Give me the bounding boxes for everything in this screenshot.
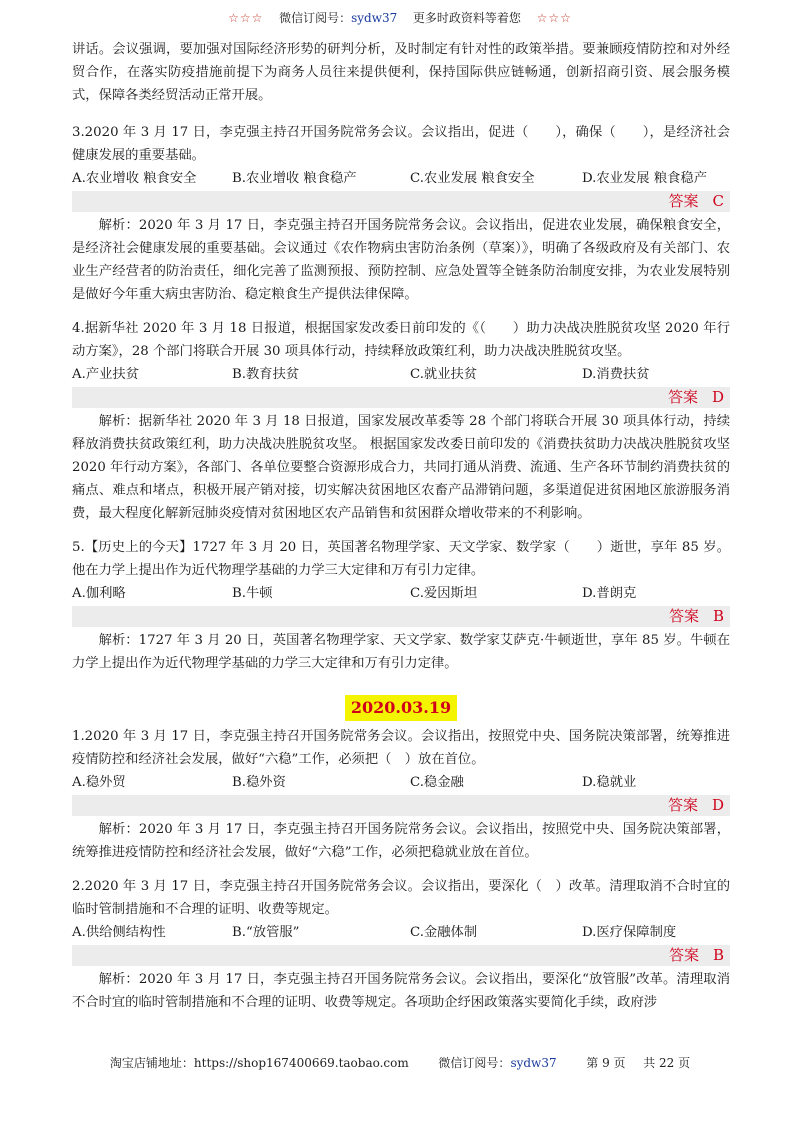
option-d: D.医疗保障制度 [582,925,677,940]
header-wechat-id: sydw37 [351,11,398,25]
question-text: 3.2020 年 3 月 17 日，李克强主持召开国务院常务会议。会议指出，促进（ ），确保（ ），是经济社会健康发展的重要基础。 [72,125,730,163]
question-block [72,875,730,1014]
option-a: A.伽利略 [72,586,126,601]
answer-label: 答案 [667,388,698,406]
question-text: 4.据新华社 2020 年 3 月 18 日报道，根据国家发改委日前印发的《（ ）助力决战决胜脱贫攻坚 2020 年行动方案》，28 个部门将联合开展 30 项具体行动，持续释放政策红利，助力决战决胜脱贫攻坚。 [72,321,730,359]
answer-bar [72,387,730,408]
star-decoration-right: ☆☆☆ [536,11,572,25]
answer-label: 答案 [667,796,698,814]
option-d: D.普朗克 [582,586,637,601]
answer-value: D [711,388,724,406]
question-text: 5.【历史上的今天】1727 年 3 月 20 日，英国著名物理学家、天文学家、数学家（ ）逝世，享年 85 岁。他在力学上提出作为近代物理学基础的力学三大定律和万有引力定律。 [72,540,730,578]
answer-value: B [712,607,724,625]
options-row [72,771,730,794]
analysis-text: 解析：2020 年 3 月 17 日，李克强主持召开国务院常务会议。会议指出，促进农业发展，确保粮食安全，是经济社会健康发展的重要基础。会议通过《农作物病虫害防治条例（草案）》，明确了各级政府及有关部门、农业生产经营者的防治责任，细化完善了监测预报、预防控制、应急处置等全链条防治制度安排，为农业发展特别是做好今年重大病虫害防治、稳定粮食生产提供法律保障。 [72,218,730,302]
option-d: D.稳就业 [582,775,637,790]
page-total: 共 22 页 [643,1056,691,1070]
analysis-text: 解析：2020 年 3 月 17 日，李克强主持召开国务院常务会议。会议指出，要深化“放管服”改革。清理取消不合时宜的临时管制措施和不合理的证明、收费等规定。各项助企纾困政策落实要简化手续，政府涉 [72,972,730,1010]
option-a: A.供给侧结构性 [72,925,166,940]
answer-value: D [711,796,724,814]
footer-shop-link[interactable]: https://shop167400669.taobao.com [193,1056,409,1070]
options-row [72,921,730,944]
option-c: C.稳金融 [410,775,464,790]
option-c: C.就业扶贫 [410,367,478,382]
question-text: 2.2020 年 3 月 17 日，李克强主持召开国务院常务会议。会议指出，要深化（ ）改革。清理取消不合时宜的临时管制措施和不合理的证明、收费等规定。 [72,879,730,917]
section-date: 2020.03.19 [345,695,457,721]
answer-bar [72,945,730,966]
section-date-heading [72,695,730,721]
question-text: 1.2020 年 3 月 17 日，李克强主持召开国务院常务会议。会议指出，按照党中央、国务院决策部署，统筹推进疫情防控和经济社会发展，做好“六稳”工作，必须把（ ）放在首位。 [72,729,730,767]
question-block [72,536,730,675]
page-header [0,9,800,26]
answer-bar [72,191,730,212]
option-b: B.“放管服” [232,925,300,940]
option-a: A.稳外贸 [72,775,126,790]
answer-value: B [712,946,724,964]
option-b: B.牛顿 [232,586,273,601]
answer-label: 答案 [668,946,699,964]
answer-label: 答案 [668,192,699,210]
options-row [72,582,730,605]
page-footer [0,1054,800,1071]
analysis-text: 解析：据新华社 2020 年 3 月 18 日报道，国家发展改革委等 28 个部门将联合开展 30 项具体行动，持续释放消费扶贫政策红利，助力决战决胜脱贫攻坚。 根据国家发改委日前印发的《消费扶贫助力决战决胜脱贫攻坚 2020 年行动方案》，各部门、各单位要整合资源形成合力，共同打通从消费、流通、生产各环节制约消费扶贫的痛点、难点和堵点，积极开展产销对接，切实解决贫困地区农畜产品滞销问题，多渠道促进贫困地区旅游服务消费，最大程度化解新冠肺炎疫情对贫困地区农产品销售和贫困群众增收带来的不利影响。 [72,414,730,521]
option-c: C.农业发展 粮食安全 [410,171,535,186]
option-c: C.金融体制 [410,925,478,940]
option-d: D.农业发展 粮食稳产 [582,171,708,186]
analysis-text: 解析：1727 年 3 月 20 日，英国著名物理学家、天文学家、数学家艾萨克·牛顿逝世，享年 85 岁。牛顿在力学上提出作为近代物理学基础的力学三大定律和万有引力定律。 [72,633,730,671]
answer-bar [72,606,730,627]
option-d: D.消费扶贫 [582,367,650,382]
option-b: B.教育扶贫 [232,367,300,382]
footer-wechat-label: 微信订阅号： [438,1056,511,1070]
option-c: C.爱因斯坦 [410,586,478,601]
page-content [72,38,730,1014]
option-a: A.产业扶贫 [72,367,140,382]
answer-bar [72,795,730,816]
question-block [72,121,730,306]
footer-shop-label: 淘宝店铺地址： [109,1056,194,1070]
answer-value: C [712,192,724,210]
question-block [72,725,730,864]
options-row [72,167,730,190]
star-decoration-left: ☆☆☆ [228,11,264,25]
option-b: B.农业增收 粮食稳产 [232,171,357,186]
option-b: B.稳外资 [232,775,286,790]
answer-label: 答案 [668,607,699,625]
options-row [72,363,730,386]
header-wechat-label: 微信订阅号： [279,11,352,25]
page-number: 第 9 页 [586,1056,626,1070]
analysis-text: 解析：2020 年 3 月 17 日，李克强主持召开国务院常务会议。会议指出，按照党中央、国务院决策部署，统筹推进疫情防控和经济社会发展，做好“六稳”工作，必须把稳就业放在首位。 [72,822,730,860]
question-block [72,317,730,525]
header-slogan: 更多时政资料等着您 [412,11,521,25]
option-a: A.农业增收 粮食安全 [72,171,197,186]
footer-wechat-id: sydw37 [510,1056,557,1070]
intro-paragraph: 讲话。会议强调，要加强对国际经济形势的研判分析，及时制定有针对性的政策举措。要兼顾疫情防控和对外经贸合作，在落实防疫措施前提下为商务人员往来提供便利，保持国际供应链畅通，创新招商引资、展会服务模式，保障各类经贸活动正常开展。 [72,42,730,103]
